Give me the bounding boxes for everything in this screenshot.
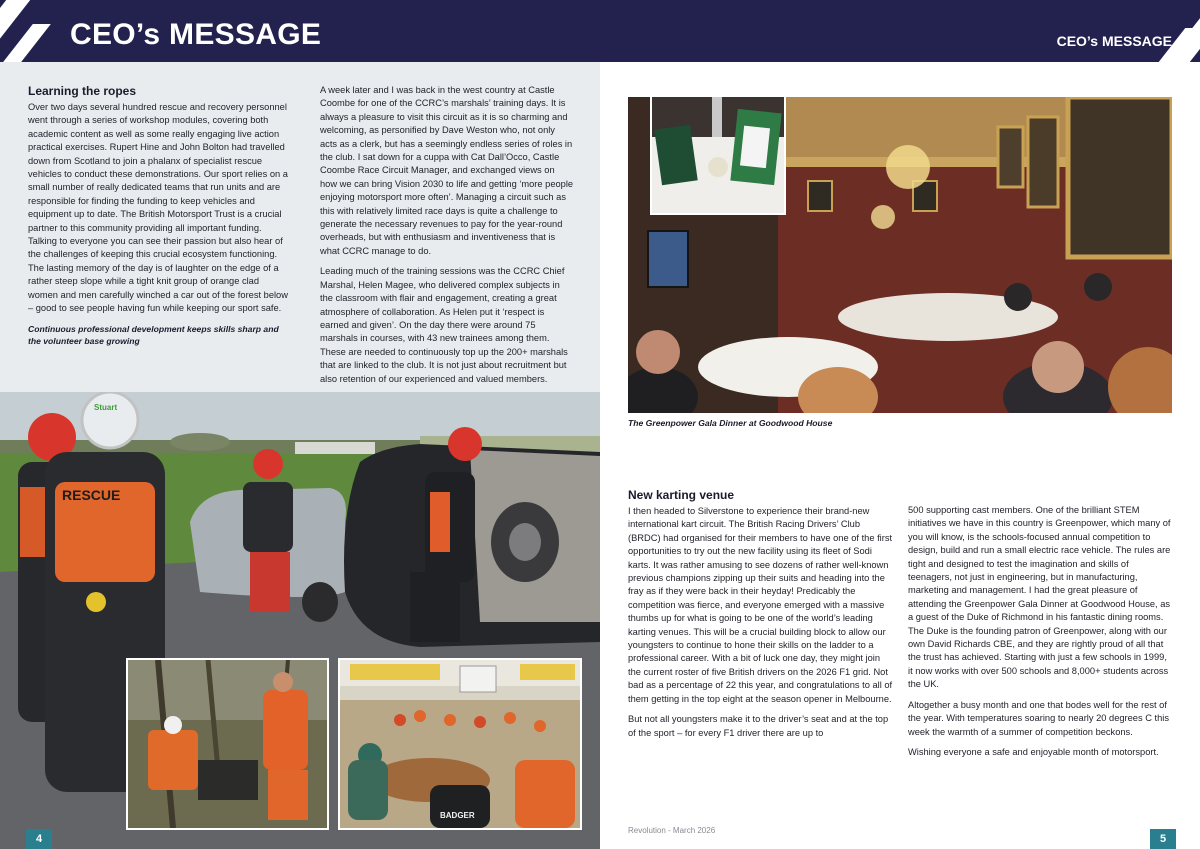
right-column-2 <box>908 504 1174 766</box>
left-column-1 <box>28 84 290 347</box>
section-heading: Learning the ropes <box>28 84 137 98</box>
gala-dinner-photo <box>628 97 1172 413</box>
body-paragraph: Over two days several hundred rescue and recovery personnel went through a series of workshop modules, covering both academic content as well as some really engaging live action practical exercises. Rupert Hine and John Bolton had travelled down from Scotland to join a phalanx of specialist rescue vehicles to conduct these demonstrations. Our sport relies on a small number of really dedicated teams that run units and are responsible for finding the funding to keep vehicles and equipment up to date. The British Motorsport Trust is a crucial partner to this community providing all important funding. Talking to everyone you can see their passion but also hear of the challenges of keeping this crucial ecosystem functioning. The lasting memory of the day is of laughter on the edge of a rather steep slope while a tight knit group of orange clad women and men carefully winched a car out of the forest below – good to see people having fun while keeping our sport safe. <box>28 102 288 314</box>
section-heading: New karting venue <box>628 488 735 502</box>
publication-footer: Revolution - March 2026 <box>628 826 716 835</box>
body-paragraph: Wishing everyone a safe and enjoyable month of motorsport. <box>908 746 1159 757</box>
header-bar <box>0 0 1200 62</box>
right-column-1 <box>628 488 894 747</box>
vest-text: RESCUE <box>62 487 121 503</box>
decorative-stripe <box>3 24 51 62</box>
rescue-training-photo <box>0 392 600 849</box>
body-paragraph: 500 supporting cast members. One of the brilliant STEM initiatives we have in this country is Greenpower, which many of you will know, is the schools-focused annual competition to design, build and run a small electric race vehicle. The rules are tight and designed to test the imagination and skills of teenagers, not just in engineering, but in manufacturing, marketing and management. I had the great pleasure of attending the Greenpower Gala Dinner at Goodwood House, as a guest of the Duke of Richmond in his fantastic dining rooms. The Duke is the founding patron of Greenpower, along with our own David Richards CBE, and they are rightly proud of all that the trust has achieved. Starting with just a few schools in 1999, it now works with over 500 schools and 8,000+ students across the UK. <box>908 505 1171 690</box>
photo-caption: Continuous professional development keeps skills sharp and the volunteer base growing <box>28 323 279 346</box>
photo-caption-right: The Greenpower Gala Dinner at Goodwood House <box>628 418 833 428</box>
classroom-inset-photo <box>338 658 582 830</box>
table-display-illustration <box>652 97 784 213</box>
page-number-left: 4 <box>26 829 52 849</box>
classroom-scene-illustration <box>340 660 580 828</box>
section-title-right: CEO’s MESSAGE <box>1056 33 1172 49</box>
table-display-inset-photo <box>650 97 786 215</box>
left-column-2 <box>320 84 574 393</box>
page-number-right: 5 <box>1150 829 1176 849</box>
body-paragraph: But not all youngsters make it to the driver’s seat and at the top of the sport – for every F1 driver there are up to <box>628 714 889 738</box>
forest-winch-inset-photo <box>126 658 329 830</box>
page-title: CEO’s MESSAGE <box>70 18 322 51</box>
forest-scene-illustration <box>128 660 327 828</box>
helmet-text: Stuart <box>94 403 118 412</box>
hoodie-text: BADGER <box>440 811 475 820</box>
body-paragraph: Leading much of the training sessions was the CCRC Chief Marshal, Helen Magee, who delivered complex subjects in the classroom with flair and engagement, creating a great atmosphere of collaboration. As Helen put it ‘respect is earned and given’. On the day there were around 75 marshals in courses, with 43 new trainees among them. These are needed to continuously top up the 200+ marshals that are linked to the club. It is not just about recruitment but also retention of our experienced and valued members. <box>320 266 568 384</box>
body-paragraph: Altogether a busy month and one that bodes well for the rest of the year. With temperatures soaring to nearly 20 degrees C this week the warmth of a summer of competition beckons. <box>908 699 1169 737</box>
body-paragraph: A week later and I was back in the west country at Castle Coombe for one of the CCRC’s marshals’ training days. It is always a pleasure to visit this circuit as it is so charming and welcoming, as personified by Dave Weston who, not only acts as a clerk, but has a seemingly endless series of roles in the club. I sat down for a cuppa with Cat Dall’Occo, Castle Coombe Race Circuit Manager, and exchanged views on how we can bring Vision 2030 to life and getting ‘more people enjoying motorsport more often’. Managing a circuit such as this with relatively limited race days is quite a challenge to generate the necessary revenues to pay for the year-round overheads, but with enthusiasm and inventiveness that is what CCRC manage to do. <box>320 85 574 256</box>
body-paragraph: I then headed to Silverstone to experience their brand-new international kart circuit. The British Racing Drivers’ Club (BRDC) had organised for their members to have one of the first opportunities to try out the new facility using its fleet of Sodi karts. It was rather amusing to see dozens of rather well-known previous champions zipping up their suits and heading into the fray as if they were back in their heyday! Predicably the competition was fierce, and everyone emerged with a massive thumbs up for what is going to be one of the world’s leading karting venues. This will be a crucial building block to allow our youngsters to continue to hone their skills on the ladder to a professional career. With a bit of luck one day, they might join the current roster of five British drivers on the 2026 F1 grid. Not bad as a percentage of 22 this year, and congratulations to all of them getting in the top eight at the season opener in Melbourne. <box>628 506 893 704</box>
